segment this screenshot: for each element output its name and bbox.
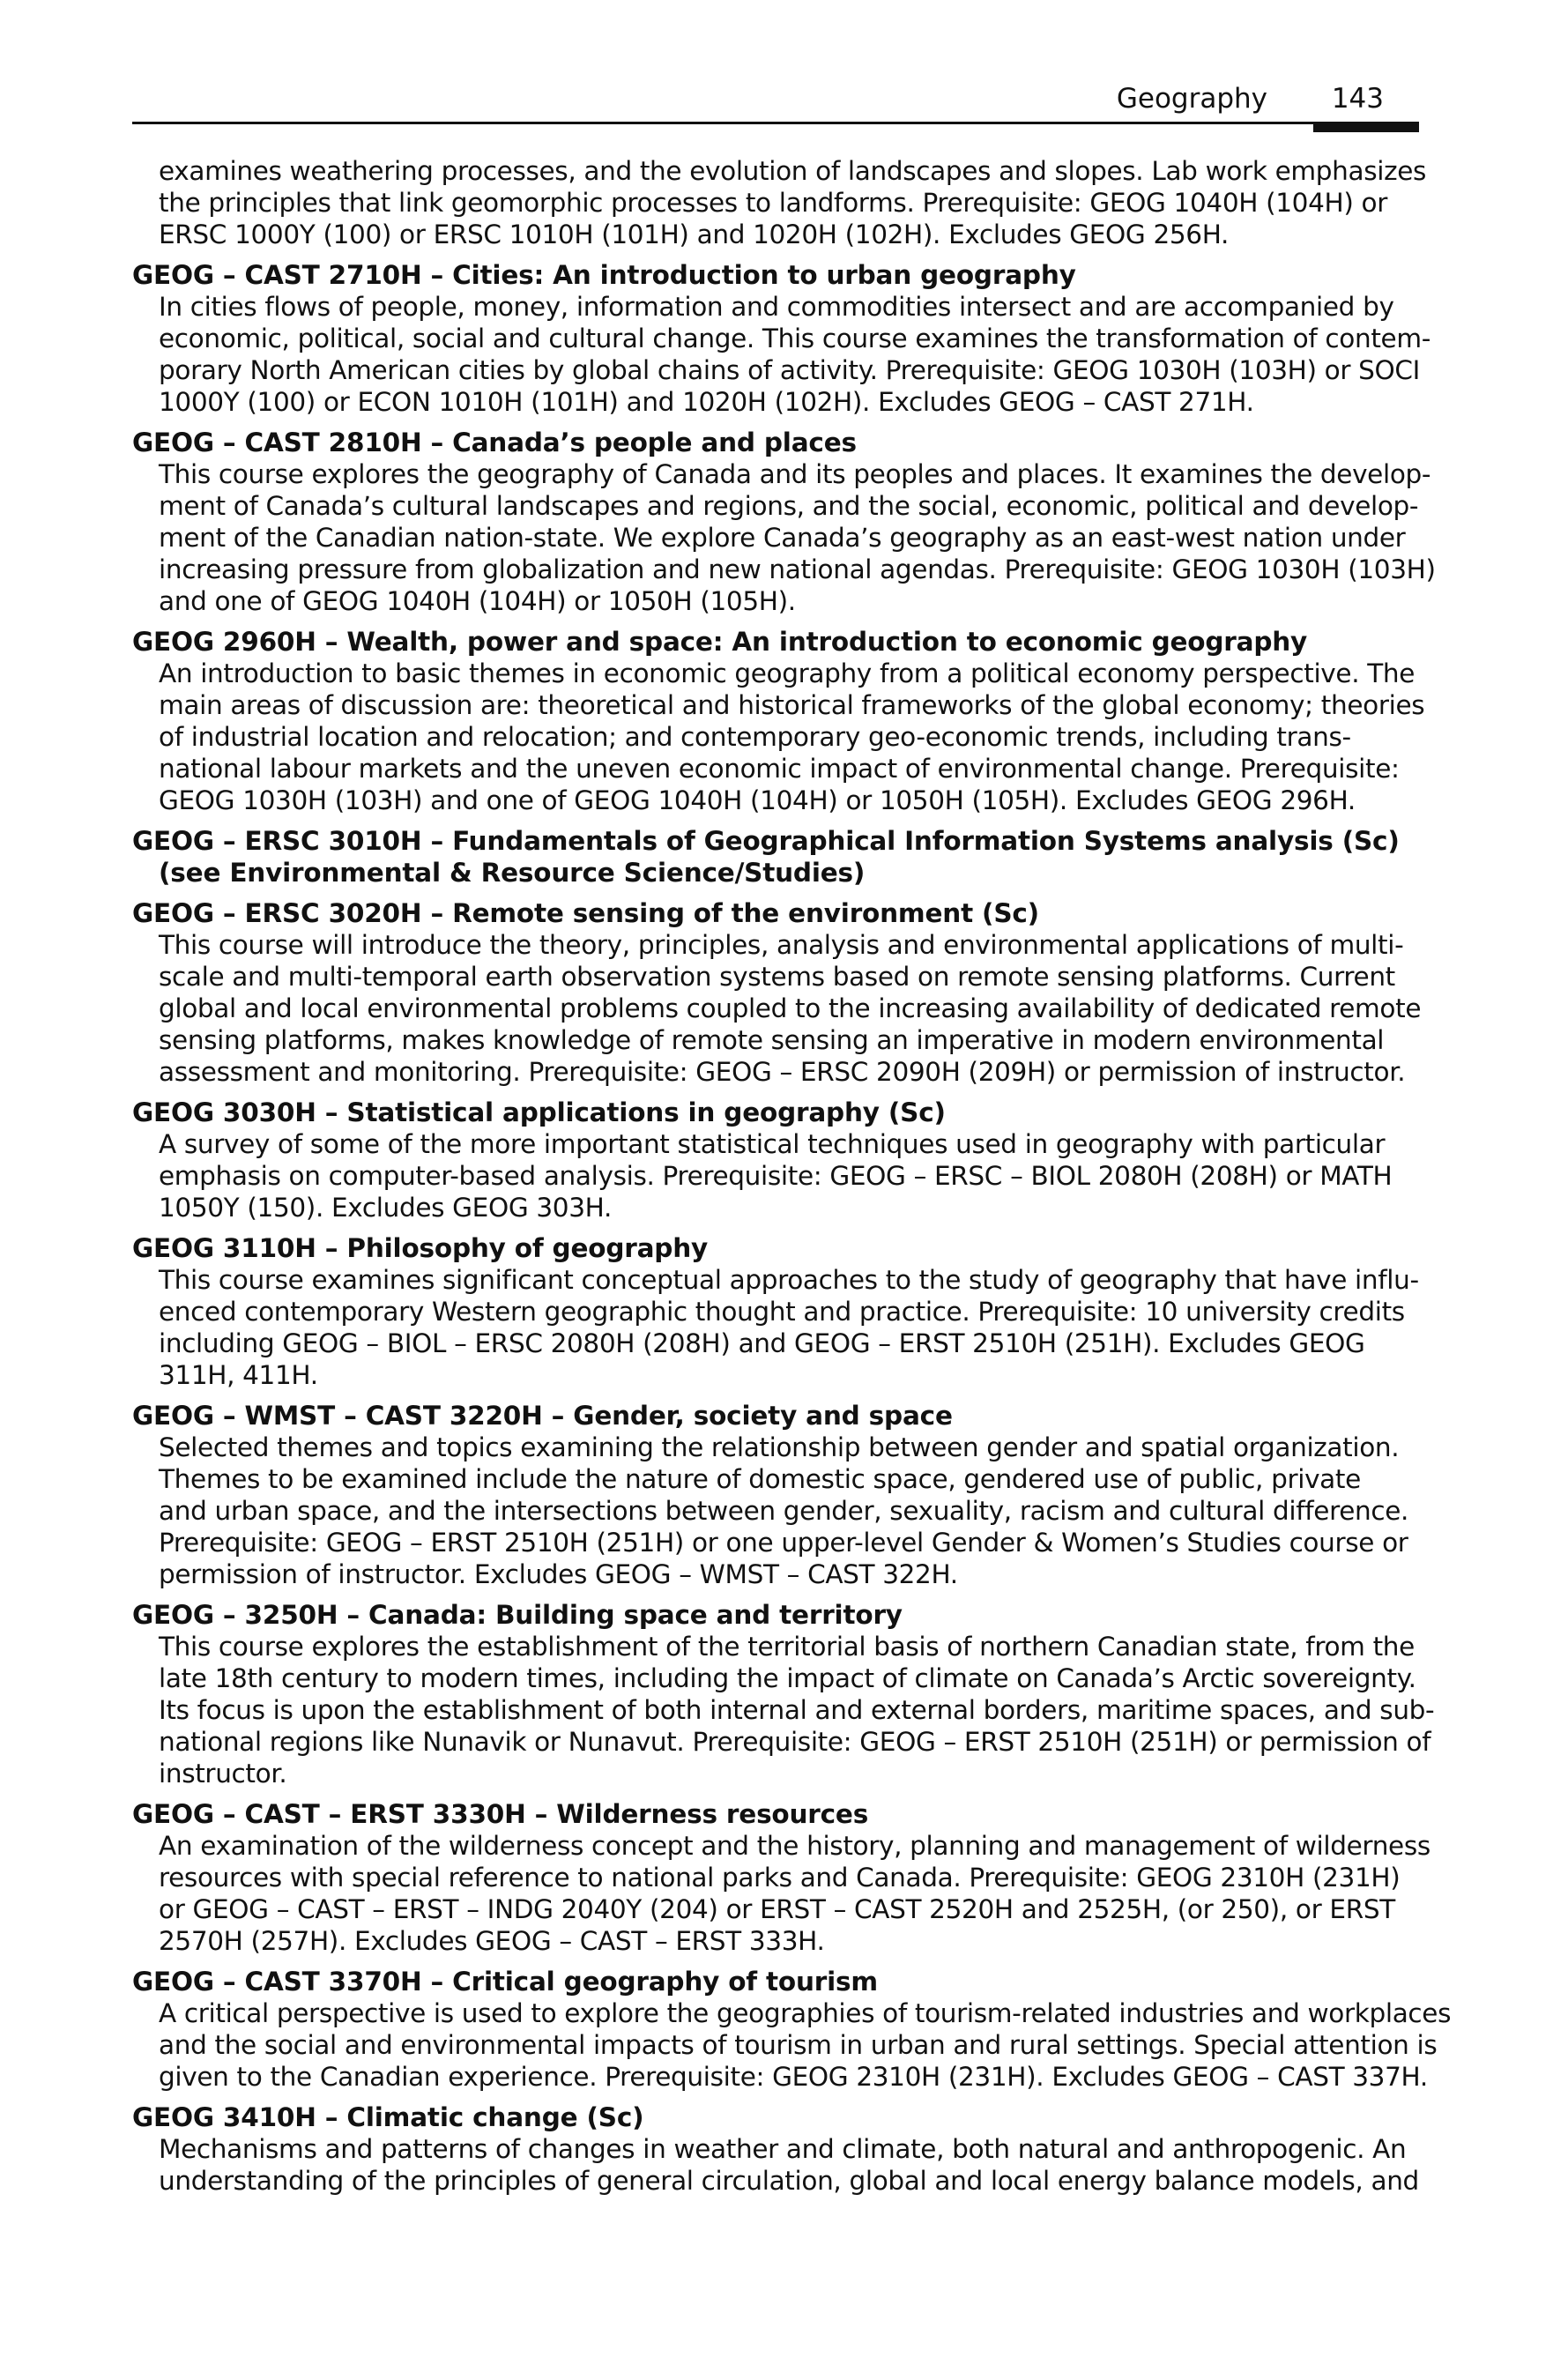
course-title: GEOG – ERSC 3010H – Fundamentals of Geographical Information Systems analysis (Sc) (see Environmental & Resource Science/Studies) xyxy=(132,826,1400,888)
section-name: Geography xyxy=(1116,83,1267,115)
text-line: A survey of some of the more important statistical techniques used in geography with particular xyxy=(159,1129,1386,1159)
course-description xyxy=(132,1264,1419,1391)
text-line: 1050Y (150). Excludes GEOG 303H. xyxy=(159,1193,612,1223)
header-rule xyxy=(132,122,1419,124)
text-line: national regions like Nunavik or Nunavut. Prerequisite: GEOG – ERST 2510H (251H) or permission of xyxy=(159,1727,1431,1757)
text-line: Selected themes and topics examining the relationship between gender and spatial organization. xyxy=(159,1432,1400,1462)
text-line: 2570H (257H). Excludes GEOG – CAST – ERST 333H. xyxy=(159,1926,825,1956)
text-line: or GEOG – CAST – ERST – INDG 2040Y (204) or ERST – CAST 2520H and 2525H, (or 250), or ERST xyxy=(159,1894,1395,1924)
text-line: and urban space, and the intersections between gender, sexuality, racism and cultural difference. xyxy=(159,1496,1409,1526)
course-entry xyxy=(132,1400,1419,1590)
course-description xyxy=(132,2133,1419,2197)
text-line: increasing pressure from globalization and new national agendas. Prerequisite: GEOG 1030H (103H) xyxy=(159,554,1436,584)
course-description xyxy=(132,1432,1419,1590)
course-entry xyxy=(132,1966,1452,2093)
text-line: including GEOG – BIOL – ERSC 2080H (208H) and GEOG – ERST 2510H (251H). Excludes GEOG xyxy=(159,1328,1365,1358)
text-line: An introduction to basic themes in economic geography from a political economy perspective. The xyxy=(159,658,1416,688)
text-line: late 18th century to modern times, including the impact of climate on Canada’s Arctic sovereignty. xyxy=(159,1663,1416,1693)
header-tab-bar xyxy=(1313,122,1419,132)
course-description xyxy=(132,1128,1419,1223)
text-line: Themes to be examined include the nature of domestic space, gendered use of public, private xyxy=(159,1464,1361,1494)
course-title: GEOG 3110H – Philosophy of geography xyxy=(132,1233,709,1263)
text-line: This course will introduce the theory, principles, analysis and environmental applications of multi- xyxy=(159,930,1404,960)
course-description xyxy=(132,1631,1435,1789)
course-entry xyxy=(132,897,1422,1088)
course-title: GEOG – 3250H – Canada: Building space and territory xyxy=(132,1600,903,1630)
course-entries xyxy=(132,259,1452,2197)
text-line: An examination of the wilderness concept and the history, planning and management of wilderness xyxy=(159,1831,1430,1861)
course-listing xyxy=(132,155,1452,2205)
text-line: porary North American cities by global chains of activity. Prerequisite: GEOG 1030H (103H) or SOCI xyxy=(159,355,1421,385)
text-line: sensing platforms, makes knowledge of remote sensing an imperative in modern environmental xyxy=(159,1025,1385,1055)
course-title: GEOG – ERSC 3020H – Remote sensing of the environment (Sc) xyxy=(132,898,1039,928)
text-line: given to the Canadian experience. Prerequisite: GEOG 2310H (231H). Excludes GEOG – CAST 337H. xyxy=(159,2062,1428,2092)
course-description xyxy=(132,1830,1430,1957)
text-line: This course explores the geography of Canada and its peoples and places. It examines the develop- xyxy=(159,459,1431,489)
course-description xyxy=(132,1997,1452,2093)
text-line: of industrial location and relocation; and contemporary geo-economic trends, including trans- xyxy=(159,722,1351,752)
course-title: GEOG – CAST – ERST 3330H – Wilderness resources xyxy=(132,1799,869,1829)
course-description xyxy=(132,458,1436,617)
course-entry xyxy=(132,427,1436,617)
course-description xyxy=(132,291,1431,418)
text-line: A critical perspective is used to explore the geographies of tourism-related industries and workplaces xyxy=(159,1998,1452,2028)
text-line: 1000Y (100) or ECON 1010H (101H) and 1020H (102H). Excludes GEOG – CAST 271H. xyxy=(159,387,1254,417)
text-line: and the social and environmental impacts of tourism in urban and rural settings. Special attention is xyxy=(159,2030,1438,2060)
text-line: ment of Canada’s cultural landscapes and regions, and the social, economic, political and develop- xyxy=(159,491,1419,521)
course-title: GEOG – CAST 2810H – Canada’s people and places xyxy=(132,428,857,457)
text-line: permission of instructor. Excludes GEOG – WMST – CAST 322H. xyxy=(159,1559,958,1589)
course-entry xyxy=(132,1232,1419,1391)
course-title: GEOG – CAST 2710H – Cities: An introduction to urban geography xyxy=(132,260,1076,290)
text-line: global and local environmental problems coupled to the increasing availability of dedicated remote xyxy=(159,993,1422,1023)
text-line: Mechanisms and patterns of changes in weather and climate, both natural and anthropogenic. An xyxy=(159,2134,1407,2164)
text-line: ERSC 1000Y (100) or ERSC 1010H (101H) and 1020H (102H). Excludes GEOG 256H. xyxy=(159,219,1230,249)
text-line: This course examines significant conceptual approaches to the study of geography that have influ- xyxy=(159,1265,1419,1295)
course-title: GEOG 3030H – Statistical applications in geography (Sc) xyxy=(132,1097,946,1127)
course-entry xyxy=(132,1097,1419,1223)
course-title: GEOG 2960H – Wealth, power and space: An introduction to economic geography xyxy=(132,627,1308,657)
page-number: 143 xyxy=(1331,83,1384,115)
course-title: GEOG – WMST – CAST 3220H – Gender, society and space xyxy=(132,1401,953,1431)
course-description xyxy=(132,929,1422,1088)
text-line: 311H, 411H. xyxy=(159,1360,318,1390)
text-line: enced contemporary Western geographic thought and practice. Prerequisite: 10 university credits xyxy=(159,1297,1405,1327)
text-line: In cities flows of people, money, information and commodities intersect and are accompanied by xyxy=(159,292,1394,322)
continued-description xyxy=(132,155,1427,250)
course-title: GEOG 3410H – Climatic change (Sc) xyxy=(132,2102,644,2132)
text-line: scale and multi-temporal earth observation systems based on remote sensing platforms. Current xyxy=(159,962,1395,992)
running-header xyxy=(132,81,1419,122)
text-line: and one of GEOG 1040H (104H) or 1050H (105H). xyxy=(159,586,796,616)
course-entry xyxy=(132,626,1425,816)
text-line: Prerequisite: GEOG – ERST 2510H (251H) or one upper-level Gender & Women’s Studies course or xyxy=(159,1528,1408,1558)
continued-text xyxy=(132,155,1427,250)
text-line: Its focus is upon the establishment of both internal and external borders, maritime spaces, and sub- xyxy=(159,1695,1435,1725)
course-title: GEOG – CAST 3370H – Critical geography of tourism xyxy=(132,1967,878,1997)
course-entry xyxy=(132,825,1419,889)
text-line: examines weathering processes, and the evolution of landscapes and slopes. Lab work emphasizes xyxy=(159,156,1427,186)
text-line: resources with special reference to national parks and Canada. Prerequisite: GEOG 2310H (231H) xyxy=(159,1863,1401,1893)
text-line: instructor. xyxy=(159,1759,287,1789)
course-description xyxy=(132,658,1425,816)
course-entry xyxy=(132,259,1431,418)
text-line: assessment and monitoring. Prerequisite: GEOG – ERSC 2090H (209H) or permission of instructor. xyxy=(159,1057,1406,1087)
text-line: ment of the Canadian nation-state. We explore Canada’s geography as an east-west nation under xyxy=(159,523,1406,553)
course-entry xyxy=(132,1599,1435,1789)
text-line: economic, political, social and cultural change. This course examines the transformation of contem- xyxy=(159,324,1431,353)
text-line: the principles that link geomorphic processes to landforms. Prerequisite: GEOG 1040H (104H) or xyxy=(159,188,1388,218)
text-line: main areas of discussion are: theoretical and historical frameworks of the global economy; theories xyxy=(159,690,1425,720)
course-entry xyxy=(132,1798,1430,1957)
text-line: understanding of the principles of general circulation, global and local energy balance models, and xyxy=(159,2166,1419,2196)
text-line: GEOG 1030H (103H) and one of GEOG 1040H (104H) or 1050H (105H). Excludes GEOG 296H. xyxy=(159,785,1356,815)
course-entry xyxy=(132,2101,1419,2197)
text-line: national labour markets and the uneven economic impact of environmental change. Prerequisite: xyxy=(159,754,1400,784)
text-line: emphasis on computer-based analysis. Prerequisite: GEOG – ERSC – BIOL 2080H (208H) or MATH xyxy=(159,1161,1393,1191)
text-line: This course explores the establishment of the territorial basis of northern Canadian state, from the xyxy=(159,1632,1415,1662)
